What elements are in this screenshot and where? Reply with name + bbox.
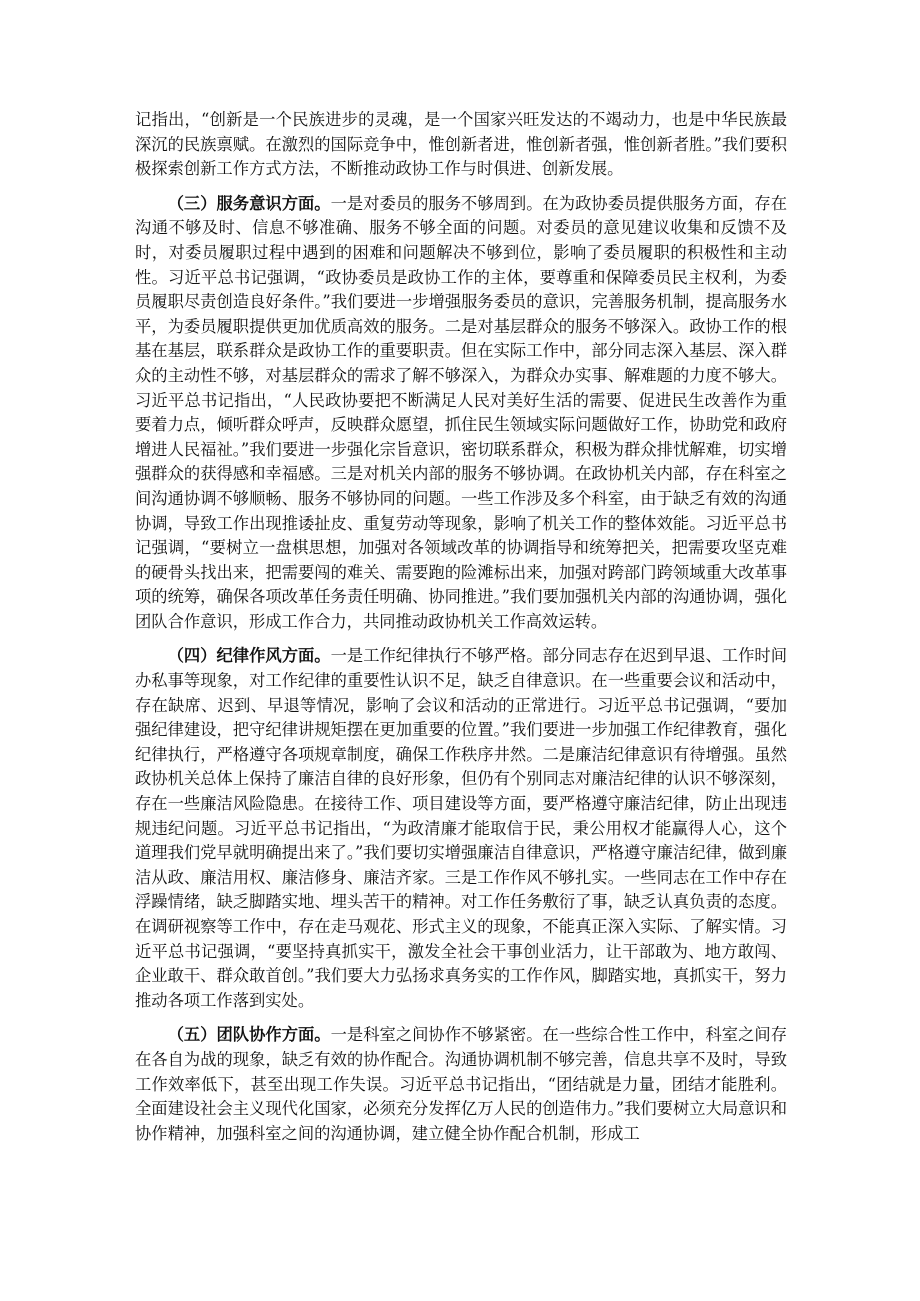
paragraph-text: 一是工作纪律执行不够严格。部分同志存在迟到早退、工作时间办私事等现象，对工作纪律的重要性认识不足，缺乏自律意识。在一些重要会议和活动中，存在缺席、迟到、早退等情况，影响了会议和活动的正常进行。习近平总书记强调，“要加强纪律建设，把守纪律讲规矩摆在更加重要的位置。”我们要进一步加强工作纪律教育，强化纪律执行，严格遵守各项规章制度，确保工作秩序井然。二是廉洁纪律意识有待增强。虽然政协机关总体上保持了廉洁自律的良好形象，但仍有个别同志对廉洁纪律的认识不够深刻，存在一些廉洁风险隐患。在接待工作、项目建设等方面，要严格遵守廉洁纪律，防止出现违规违纪问题。习近平总书记指出，“为政清廉才能取信于民，秉公用权才能赢得人心，这个道理我们党早就明确提出来了。”我们要切实增强廉洁自律意识，严格遵守廉洁纪律，做到廉洁从政、廉洁用权、廉洁修身、廉洁齐家。三是工作作风不够扎实。一些同志在工作中存在浮躁情绪，缺乏脚踏实地、埋头苦干的精神。对工作任务敷衍了事，缺乏认真负责的态度。在调研视察等工作中，存在走马观花、形式主义的现象，不能真正深入实际、了解实情。习近平总书记强调，“要坚持真抓实干，激发全社会干事创业活力，让干部敢为、地方敢闯、企业敢干、群众敢首创。”我们要大力弘扬求真务实的工作作风，脚踏实地，真抓实干，努力推动各项工作落到实处。 — [135, 646, 787, 1010]
paragraph-innovation-conclusion — [135, 108, 787, 182]
paragraph-service-awareness — [135, 192, 787, 635]
paragraph-discipline-style — [135, 644, 787, 1013]
paragraph-text: 一是科室之间协作不够紧密。在一些综合性工作中，科室之间存在各自为战的现象，缺乏有效的协作配合。沟通协调机制不够完善，信息共享不及时，导致工作效率低下，甚至出现工作失误。习近平总书记指出，“团结就是力量，团结才能胜利。全面建设社会主义现代化国家，必须充分发挥亿万人民的创造伟力。”我们要树立大局意识和协作精神，加强科室之间的沟通协调，建立健全协作配合机制，形成工 — [135, 1025, 787, 1143]
paragraph-team-collaboration — [135, 1023, 787, 1146]
section-heading-teamwork: （五）团队协作方面。 — [167, 1025, 331, 1045]
section-heading-service: （三）服务意识方面。 — [167, 193, 331, 213]
paragraph-text: 一是对委员的服务不够周到。在为政协委员提供服务方面，存在沟通不够及时、信息不够准确、服务不够全面的问题。对委员的意见建议收集和反馈不及时，对委员履职过程中遇到的困难和问题解决不够到位，影响了委员履职的积极性和主动性。习近平总书记强调，“政协委员是政协工作的主体，要尊重和保障委员民主权利，为委员履职尽责创造良好条件。”我们要进一步增强服务委员的意识，完善服务机制，提高服务水平，为委员履职提供更加优质高效的服务。二是对基层群众的服务不够深入。政协工作的根基在基层，联系群众是政协工作的重要职责。但在实际工作中，部分同志深入基层、深入群众的主动性不够，对基层群众的需求了解不够深入，为群众办实事、解难题的力度不够大。习近平总书记指出，“人民政协要把不断满足人民对美好生活的需要、促进民生改善作为重要着力点，倾听群众呼声，反映群众愿望，抓住民生领域实际问题做好工作，协助党和政府增进人民福祉。”我们要进一步强化宗旨意识，密切联系群众，积极为群众排忧解难，切实增强群众的获得感和幸福感。三是对机关内部的服务不够协调。在政协机关内部，存在科室之间沟通协调不够顺畅、服务不够协同的问题。一些工作涉及多个科室，由于缺乏有效的沟通协调，导致工作出现推诿扯皮、重复劳动等现象，影响了机关工作的整体效能。习近平总书记强调，“要树立一盘棋思想，加强对各领域改革的协调指导和统筹把关，把需要攻坚克难的硬骨头找出来，把需要闯的难关、需要跑的险滩标出来，加强对跨部门跨领域重大改革事项的统筹，确保各项改革任务责任明确、协同推进。”我们要加强机关内部的沟通协调，强化团队合作意识，形成工作合力，共同推动政协机关工作高效运转。 — [135, 193, 787, 631]
document-page — [135, 108, 787, 1156]
section-heading-discipline: （四）纪律作风方面。 — [167, 646, 331, 666]
paragraph-text: 记指出，“创新是一个民族进步的灵魂，是一个国家兴旺发达的不竭动力，也是中华民族最深沉的民族禀赋。在激烈的国际竞争中，惟创新者进，惟创新者强，惟创新者胜。”我们要积极探索创新工作方式方法，不断推动政协工作与时俱进、创新发展。 — [135, 110, 787, 179]
